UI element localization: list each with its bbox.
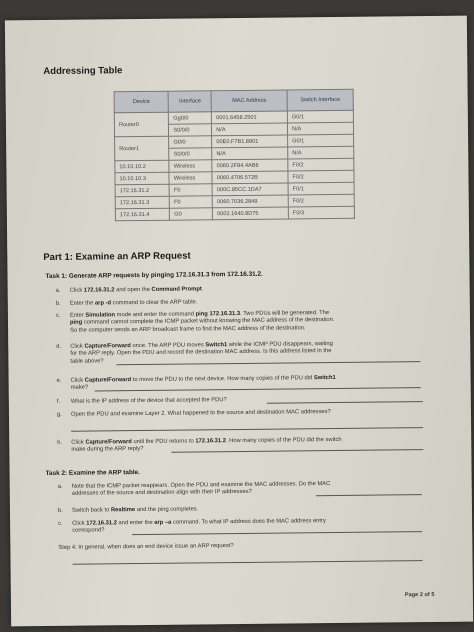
switch-cell: F0/2	[288, 170, 354, 183]
col-device: Device	[114, 91, 169, 113]
task2-step-a: a. Note that the ICMP packet reappears. Open the PDU and examine the MAC addresses. Do the MAC addresses of the source and destination align with their IP addresses?	[57, 481, 331, 498]
mac-cell: 0002.1640.8D75	[213, 207, 289, 220]
answer-line-step4[interactable]	[73, 560, 423, 565]
device-cell: 172.16.31.4	[115, 208, 169, 221]
step-f: f. What is the IP address of the device that accepted the PDU?	[56, 397, 227, 405]
interface-cell: Wireless	[169, 160, 212, 172]
interface-cell: S0/0/0	[169, 148, 212, 160]
answer-line-g[interactable]	[71, 427, 423, 432]
device-cell: 10.10.10.2	[115, 160, 169, 173]
step-4: Step 4: In general, when does an end device issue an ARP request?	[58, 543, 234, 551]
answer-line-t2a[interactable]	[316, 494, 422, 496]
part1-heading: Part 1: Examine an ARP Request	[43, 250, 191, 264]
step-e: e. Click Capture/Forward to move the PDU to the next device. How many copies of the PDU did Switch1 make?	[56, 374, 336, 392]
interface-cell: F0	[170, 196, 213, 208]
task2-step-b: b. Switch back to Realtime and the ping completes.	[57, 506, 199, 514]
switch-cell: F0/3	[288, 206, 354, 219]
mac-cell: 0060.7036.2849	[212, 195, 288, 208]
interface-cell: Wireless	[169, 172, 212, 184]
step-d: d. Click Capture/Forward once. The ARP PDU moves Switch1 while the ICMP PDU disappears, waiting for the ARP reply. Open the PDU and record the destination MAC address. Is this address listed in the table above?	[56, 341, 333, 365]
interface-cell: Gg0/0	[169, 112, 212, 124]
addressing-table	[114, 89, 355, 222]
switch-cell: G0/1	[287, 110, 353, 123]
device-cell: 10.10.10.3	[115, 172, 169, 185]
step-b: b. Enter the arp -d command to clear the ARP table.	[55, 299, 198, 307]
mac-cell: N/A	[212, 147, 288, 160]
step-g: g. Open the PDU and examine Layer 2. What happened to the source and destination MAC addresses?	[56, 409, 331, 418]
interface-cell: G0/0	[169, 136, 212, 148]
mac-cell: 0060.4706.572B	[212, 171, 288, 184]
step-c: c. Enter Simulation mode and enter the command ping 172.16.31.3. Two PDUs will be generated. The ping command cannot complete the ICMP packet without knowing the MAC address of the destination. So the computer sends an ARP broadcast frame to find the MAC address of the destination.	[55, 310, 335, 334]
document-page	[5, 16, 473, 627]
task2-heading: Task 2: Examine the ARP table.	[45, 469, 140, 478]
device-cell: Router0	[114, 112, 169, 137]
switch-cell: N/A	[287, 122, 353, 135]
step-h: h. Click Capture/Forward until the PDU returns to 172.16.31.2. How many copies of the PDU did the switch make during the ARP reply?	[57, 436, 342, 454]
device-cell: Router1	[115, 136, 170, 161]
interface-cell: G0	[170, 208, 213, 220]
step-a: a. Click 172.16.31.2 and open the Command Prompt.	[55, 286, 204, 294]
switch-cell: N/A	[288, 146, 354, 159]
switch-cell: F0/1	[288, 182, 354, 195]
addressing-table-title: Addressing Table	[43, 65, 123, 78]
mac-cell: 000C.85CC.1DA7	[212, 183, 288, 196]
device-cell: 172.16.31.3	[115, 196, 169, 209]
interface-cell: S0/0/0	[169, 124, 212, 136]
mac-cell: 0001.6458.2501	[212, 111, 288, 124]
switch-cell: F0/2	[288, 194, 354, 207]
col-interface: Interface	[168, 91, 211, 112]
task2-step-c: c. Click 172.16.31.2 and enter the arp –a command. To what IP address does the MAC address entry correspond?	[58, 518, 326, 535]
table-row	[115, 206, 354, 221]
mac-cell: 0060.2F84.4AB6	[212, 159, 288, 172]
col-switch-interface: Switch Interface	[287, 89, 353, 111]
col-mac: MAC Address	[211, 90, 287, 112]
switch-cell: G0/1	[288, 134, 354, 147]
device-cell: 172.16.31.2	[115, 184, 169, 197]
mac-cell: 00E0.F7B1.8901	[212, 135, 288, 148]
interface-cell: F0	[169, 184, 212, 196]
page-number: Page 2 of 5	[404, 591, 435, 599]
switch-cell: F0/2	[288, 158, 354, 171]
mac-cell: N/A	[212, 123, 288, 136]
task1-heading: Task 1: Generate ARP requests by pinging 172.16.31.3 from 172.16.31.2.	[45, 270, 263, 281]
